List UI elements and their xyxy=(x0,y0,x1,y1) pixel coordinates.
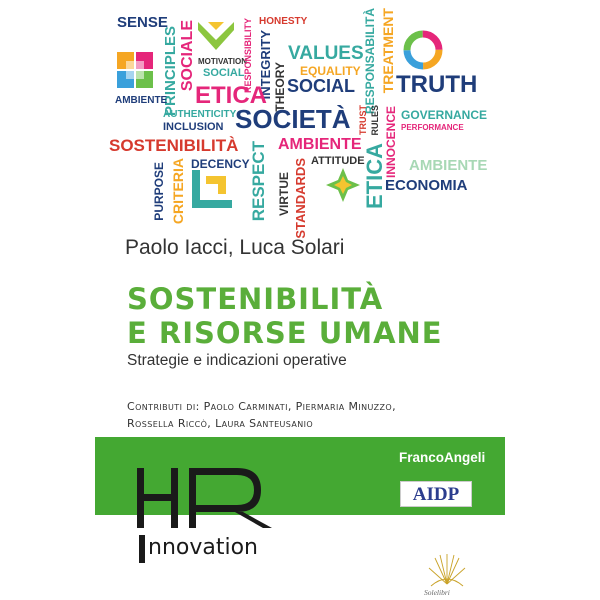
word-attitude: ATTITUDE xyxy=(311,155,365,167)
word-honesty: HONESTY xyxy=(259,16,308,27)
word-treatment: TREATMENT xyxy=(380,8,396,94)
word-governance: GOVERNANCE xyxy=(401,108,488,122)
word-responsabilita: RESPONSABILITÀ xyxy=(363,8,377,115)
word-rules: RULES xyxy=(370,105,380,136)
book-cover xyxy=(95,0,505,600)
authors: Paolo Iacci, Luca Solari xyxy=(125,236,345,259)
word-inclusion: INCLUSION xyxy=(163,121,224,133)
word-trust: TRUST xyxy=(358,105,368,135)
word-etica-vertical: ETICA xyxy=(362,143,387,209)
book-title xyxy=(127,282,443,350)
square-logo-icon xyxy=(117,52,153,88)
word-criteria: CRITERIA xyxy=(170,158,186,225)
contributors-line-2: Rossella Riccò, Laura Santeusanio xyxy=(127,417,314,430)
contributors xyxy=(127,398,396,432)
word-social-big: SOCIAL xyxy=(287,76,356,96)
series-i-letter xyxy=(139,535,145,563)
word-ambiente-small: AMBIENTE xyxy=(115,95,168,106)
imprint-name: Solelibri xyxy=(424,588,450,597)
word-ambiente-mid: AMBIENTE xyxy=(278,136,362,153)
word-respect: RESPECT xyxy=(249,141,268,222)
word-decency: DECENCY xyxy=(191,157,250,171)
word-integrity: INTEGRITY xyxy=(258,30,273,100)
star-logo-icon xyxy=(324,166,362,204)
series-word: nnovation xyxy=(148,535,258,560)
publisher-name: FrancoAngeli xyxy=(399,450,486,465)
book-subtitle: Strategie e indicazioni operative xyxy=(127,352,347,369)
word-societa: SOCIETÀ xyxy=(235,104,351,134)
word-ambiente-light: AMBIENTE xyxy=(409,157,488,174)
ring-logo-icon xyxy=(403,30,443,70)
word-cloud xyxy=(95,0,505,239)
sun-logo-icon xyxy=(427,548,467,588)
word-sociale: SOCIALE xyxy=(179,20,196,92)
title-line-1: SOSTENIBILITÀ xyxy=(127,282,384,316)
chevron-logo-icon xyxy=(198,22,234,54)
word-innocence: INNOCENCE xyxy=(384,106,398,179)
word-equality: EQUALITY xyxy=(300,64,361,78)
word-economia: ECONOMIA xyxy=(385,177,468,194)
word-sense: SENSE xyxy=(117,14,168,31)
word-values: VALUES xyxy=(288,43,364,64)
word-virtue: VIRTUE xyxy=(277,172,291,217)
word-motivation: MOTIVATION xyxy=(198,57,248,66)
hr-innovation-logo xyxy=(137,460,307,580)
title-line-2: E RISORSE UMANE xyxy=(127,316,443,350)
word-social-small: SOCIAL xyxy=(203,67,245,79)
word-theory: THEORY xyxy=(273,62,287,112)
word-standards: STANDARDS xyxy=(293,158,308,239)
word-truth: TRUTH xyxy=(396,71,478,98)
contributors-line-1: Contributi di: Paolo Carminati, Piermaria Minuzzo, xyxy=(127,400,397,413)
aidp-logo: AIDP xyxy=(400,481,472,507)
word-principles: PRINCIPLES xyxy=(162,26,179,117)
word-performance: PERFORMANCE xyxy=(401,123,464,132)
word-purpose: PURPOSE xyxy=(152,162,166,221)
word-responsibility: RESPONSIBILITY xyxy=(243,18,253,94)
word-sostenibilita: SOSTENIBILITÀ xyxy=(109,136,239,155)
word-authenticity: AUTHENTICITY xyxy=(163,109,237,120)
bracket-logo-icon xyxy=(192,170,232,208)
word-etica: ETICA xyxy=(195,82,267,109)
